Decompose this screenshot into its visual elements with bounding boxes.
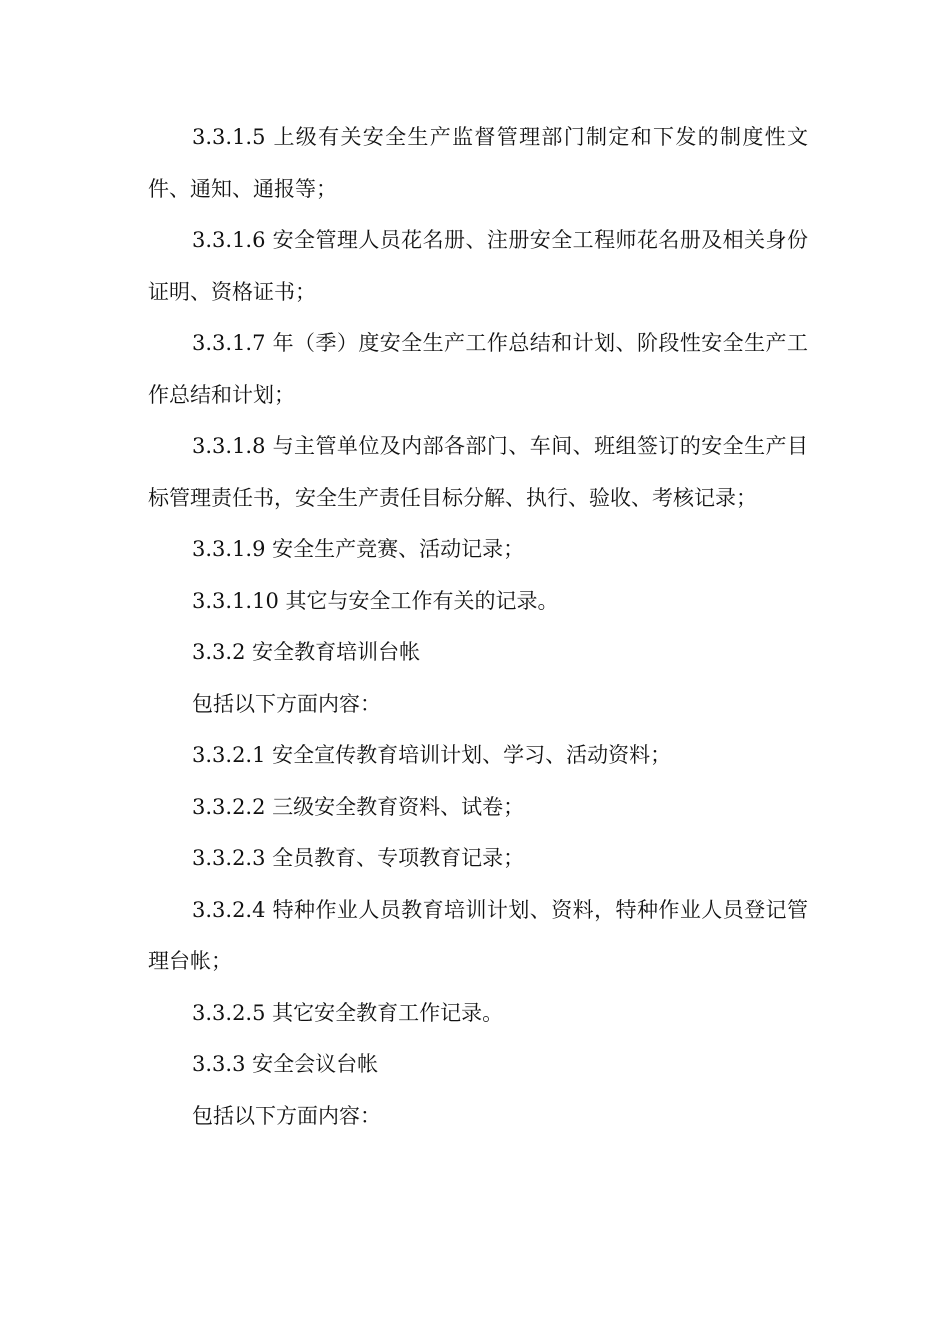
paragraph-3-3-1-9: 3.3.1.9 安全生产竞赛、活动记录；: [192, 537, 525, 561]
paragraph-3-3-2-4: 3.3.2.4 特种作业人员教育培训计划、资料，特种作业人员登记管理台帐；: [148, 897, 808, 973]
paragraph-3-3-1-8: 3.3.1.8 与主管单位及内部各部门、车间、班组签订的安全生产目标管理责任书，安全生产责任目标分解、执行、验收、考核记录；: [148, 434, 808, 510]
document-page: [148, 112, 808, 1142]
paragraph-intro-3-3-2: 包括以下方面内容：: [192, 691, 381, 716]
paragraph-3-3-1-7: 3.3.1.7 年（季）度安全生产工作总结和计划、阶段性安全生产工作总结和计划；: [148, 331, 808, 407]
paragraph-3-3-2-2: 3.3.2.2 三级安全教育资料、试卷；: [192, 794, 525, 819]
paragraph-3-3-2-5: 3.3.2.5 其它安全教育工作记录。: [192, 1000, 504, 1025]
paragraph-3-3-1-10: 3.3.1.10 其它与安全工作有关的记录。: [192, 588, 559, 613]
paragraph-3-3-2-3: 3.3.2.3 全员教育、专项教育记录；: [192, 846, 525, 870]
paragraph-3-3-1-6: 3.3.1.6 安全管理人员花名册、注册安全工程师花名册及相关身份证明、资格证书；: [148, 228, 808, 304]
paragraph-3-3-2-1: 3.3.2.1 安全宣传教育培训计划、学习、活动资料；: [192, 743, 672, 767]
paragraph-3-3-1-5: 3.3.1.5 上级有关安全生产监督管理部门制定和下发的制度性文件、通知、通报等；: [148, 125, 808, 201]
section-heading-3-3-2: 3.3.2 安全教育培训台帐: [192, 640, 421, 664]
paragraph-intro-3-3-3: 包括以下方面内容：: [192, 1103, 381, 1128]
section-heading-3-3-3: 3.3.3 安全会议台帐: [192, 1052, 379, 1076]
